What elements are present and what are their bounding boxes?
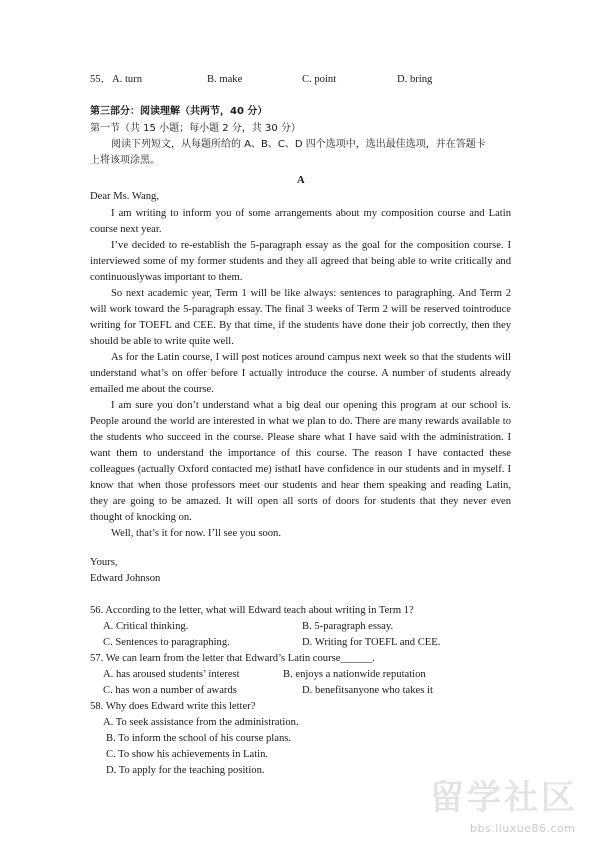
- q57-option-a: A. has aroused students’ interest: [103, 669, 240, 680]
- letter-line: should be able to write quite well.: [90, 336, 234, 347]
- section-instruction-2: 上将该项涂黑。: [90, 155, 160, 166]
- q58-option-c: C. To show his achievements in Latin.: [106, 749, 269, 760]
- letter-greeting: Dear Ms. Wang,: [90, 191, 159, 202]
- q56-stem: 56. According to the letter, what will Edward teach about writing in Term 1?: [90, 605, 414, 616]
- letter-line: I’ve decided to re-establish the 5-paragraph essay as the goal for the composition course. I: [111, 240, 511, 251]
- q58-option-d: D. To apply for the teaching position.: [106, 765, 265, 776]
- letter-line: the students who succeed in the course. Please share what I have said with the administration. I: [90, 432, 511, 443]
- letter-line: interviewed some of my former students and they all agreed that being able to write critically and: [90, 256, 511, 267]
- passage-label: A: [297, 175, 305, 186]
- letter-line: will work toward the 5-paragraph essay. The final 3 weeks of Term 2 will be reserved tointroduce: [90, 304, 511, 315]
- q58-option-a: A. To seek assistance from the administration.: [103, 717, 299, 728]
- q56-option-c: C. Sentences to paragraphing.: [103, 637, 230, 648]
- q55-option-b: B. make: [207, 74, 243, 85]
- q55-number: 55．: [90, 74, 112, 85]
- letter-line: People around the world are interested in what we plan to do. There are many rewards available to: [90, 416, 511, 427]
- q57-option-c: C. has won a number of awards: [103, 685, 237, 696]
- letter-line: understand what’s on offer before I actually introduce the course. A number of students already: [90, 368, 511, 379]
- q57-stem: 57. We can learn from the letter that Edward’s Latin course______.: [90, 653, 375, 664]
- letter-line: Well, that’s it for now. I’ll see you soon.: [111, 528, 281, 539]
- letter-line: course next year.: [90, 224, 162, 235]
- watermark-url: bbs.liuxue86.com: [470, 822, 576, 835]
- q56-option-a: A. Critical thinking.: [103, 621, 189, 632]
- letter-line: writing for TOEFL and CEE. By that time, if the students have done their job correctly, then they: [90, 320, 511, 331]
- letter-line: they are going to be amazed. It will open all sorts of doors for students that they never even: [90, 496, 511, 507]
- letter-line: So next academic year, Term 1 will be like always: sentences to paragraphing. And Term 2: [111, 288, 511, 299]
- letter-line: I am writing to inform you of some arrangements about my composition course and Latin: [111, 208, 511, 219]
- letter-line: want them to understand the importance of this course. The reason I have contacted these: [90, 448, 511, 459]
- q55-option-c: C. point: [302, 74, 337, 85]
- letter-line: I am sure you don’t understand what a big deal our opening this program at our school is.: [111, 400, 511, 411]
- letter-signature: Edward Johnson: [90, 573, 161, 584]
- q58-option-b: B. To inform the school of his course plans.: [106, 733, 292, 744]
- letter-line: thought of knocking on.: [90, 512, 192, 523]
- q56-option-b: B. 5-paragraph essay.: [302, 621, 394, 632]
- q57-option-d: D. benefitsanyone who takes it: [302, 685, 433, 696]
- letter-line: continuouslywas important to them.: [90, 272, 243, 283]
- letter-line: As for the Latin course, I will post notices around campus next week so that the students will: [111, 352, 511, 363]
- letter-line: know that when those professors meet our students and hear them speaking and reading Latin,: [90, 480, 511, 491]
- letter-line: colleagues (actually Oxford contacted me) isthatI have confidence in our students and in myself. I: [90, 464, 511, 475]
- section-instruction-1: 阅读下列短文，从每题所给的 A、B、C、D 四个选项中，选出最佳选项，并在答题卡: [111, 139, 486, 150]
- section-subheading: 第一节（共 15 小题；每小题 2 分，共 30 分）: [90, 123, 301, 134]
- letter-closing: Yours,: [90, 557, 118, 568]
- watermark-logo: 留学社区: [430, 778, 578, 818]
- q56-option-d: D. Writing for TOEFL and CEE.: [302, 637, 441, 648]
- q58-stem: 58. Why does Edward write this letter?: [90, 701, 256, 712]
- letter-line: emailed me about the course.: [90, 384, 214, 395]
- q55-option-a: A. turn: [112, 74, 143, 85]
- q57-option-b: B. enjoys a nationwide reputation: [283, 669, 426, 680]
- section-heading: 第三部分：阅读理解（共两节，40 分）: [90, 106, 268, 117]
- q55-option-d: D. bring: [397, 74, 433, 85]
